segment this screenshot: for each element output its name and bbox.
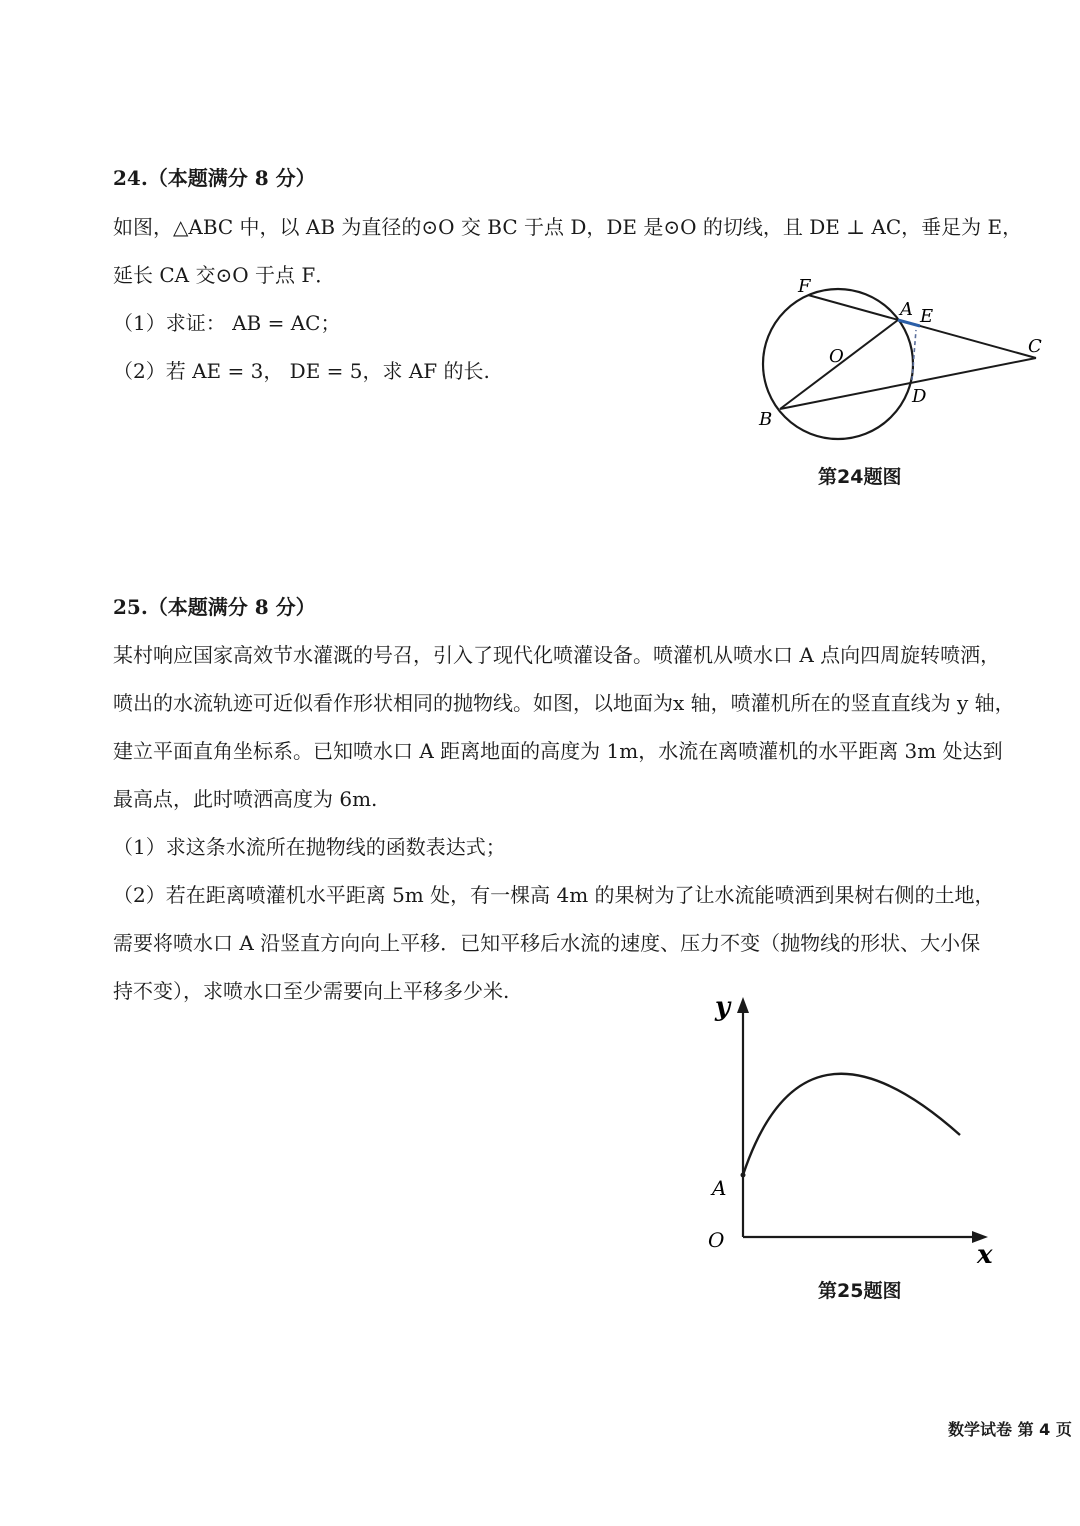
q25-figure-caption: 第25题图	[818, 1280, 902, 1302]
label-e: E	[920, 306, 934, 327]
segment-bc	[780, 358, 1036, 409]
q25-heading: 25.（本题满分 8 分）	[113, 595, 316, 619]
q24-figure-caption: 第24题图	[818, 466, 902, 488]
q24-stem-line-2: 延长 CA 交⊙O 于点 F．	[113, 263, 336, 287]
label-f: F	[798, 276, 811, 297]
q24-figure	[740, 270, 1060, 450]
y-axis-arrow-icon	[737, 997, 749, 1013]
q24-heading: 24.（本题满分 8 分）	[113, 166, 316, 190]
label-a: A	[900, 299, 913, 320]
q25-stem-line-3: 建立平面直角坐标系。已知喷水口 A 距离地面的高度为 1m，水流在离喷灌机的水平距离 3m 处达到	[113, 739, 1003, 763]
label-y: y	[715, 992, 731, 1022]
label-b: B	[759, 409, 773, 430]
label-a: A	[712, 1176, 727, 1200]
q25-figure	[700, 985, 1010, 1275]
q25-part-2-line-3: 持不变），求喷水口至少需要向上平移多少米.	[113, 979, 510, 1003]
q25-part-1: （1）求这条水流所在抛物线的函数表达式；	[113, 835, 506, 859]
q24-part-1: （1）求证： AB = AC；	[113, 311, 341, 335]
label-o: O	[708, 1228, 725, 1252]
label-d: D	[912, 386, 927, 407]
q24-part-2: （2）若 AE = 3， DE = 5，求 AF 的长.	[113, 359, 490, 383]
q25-part-2-line-2: 需要将喷水口 A 沿竖直方向向上平移．已知平移后水流的速度、压力不变（抛物线的形状、大小保	[113, 931, 981, 955]
q25-part-2-line-1: （2）若在距离喷灌机水平距离 5m 处，有一棵高 4m 的果树为了让水流能喷洒到果树右侧的土地，	[113, 883, 995, 907]
label-c: C	[1028, 336, 1042, 357]
q24-stem-line-1: 如图，△ABC 中，以 AB 为直径的⊙O 交 BC 于点 D，DE 是⊙O 的切线，且 DE ⊥ AC，垂足为 E，	[113, 215, 1023, 239]
label-o: O	[829, 346, 844, 367]
label-x: x	[977, 1240, 993, 1270]
q25-stem-line-2: 喷出的水流轨迹可近似看作形状相同的抛物线。如图，以地面为x 轴，喷灌机所在的竖直直线为 y 轴，	[113, 691, 1015, 715]
q25-stem-line-4: 最高点，此时喷洒高度为 6m.	[113, 787, 378, 811]
page-footer: 数学试卷 第 4 页	[948, 1420, 1072, 1439]
point-a-marker	[741, 1173, 746, 1178]
parabola-curve	[743, 1074, 960, 1175]
q25-stem-line-1: 某村响应国家高效节水灌溉的号召，引入了现代化喷灌设备。喷灌机从喷水口 A 点向四周旋转喷洒，	[113, 643, 1001, 667]
